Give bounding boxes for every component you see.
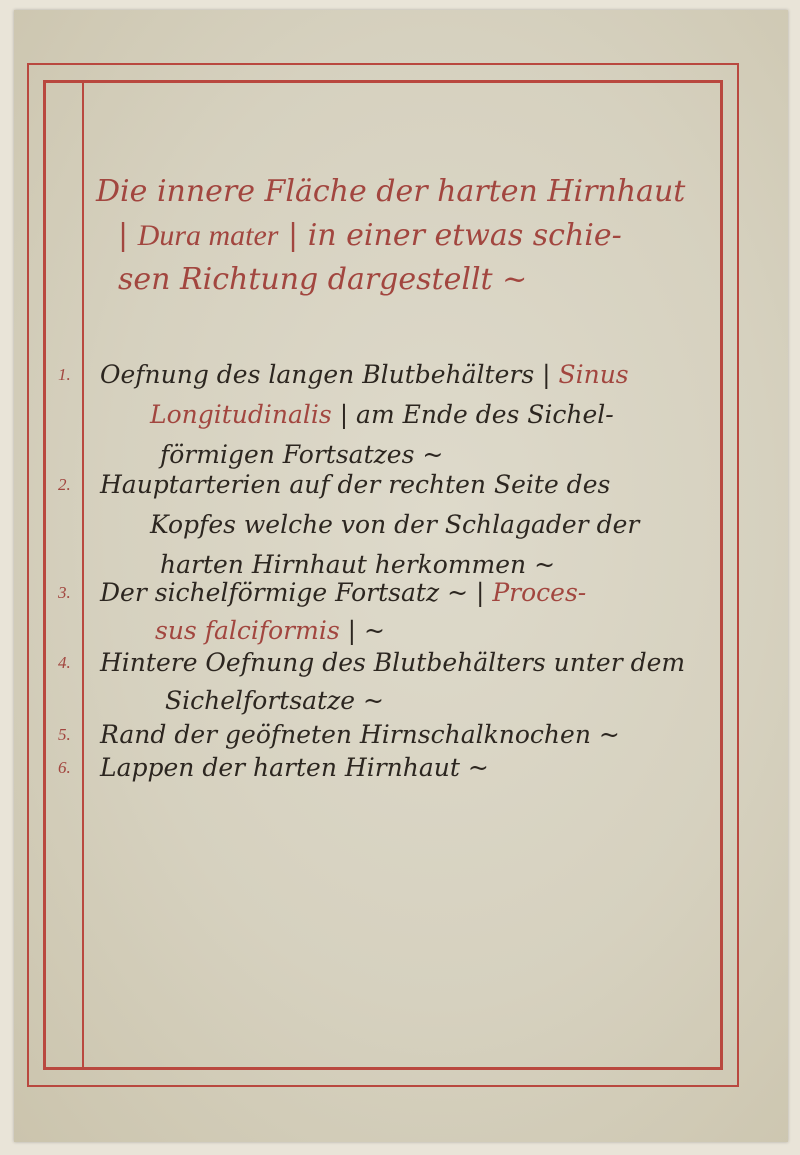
item-number: 6. — [58, 758, 71, 777]
item-text: Sichelfortsatze ~ — [165, 686, 384, 715]
item-text: Hintere Oefnung des Blutbehälters unter dem — [100, 648, 686, 677]
title-line-2 — [96, 214, 716, 258]
item-number: 5. — [58, 725, 71, 744]
item-text: Hauptarterien auf der rechten Seite des — [100, 470, 611, 499]
item-text: Kopfes welche von der Schlagader der — [150, 510, 640, 539]
title-latin-term: Dura mater — [137, 219, 279, 252]
item-latin: Longitudinalis — [150, 400, 332, 429]
item-number: 3. — [58, 583, 71, 602]
title-line-1: Die innere Fläche der harten Hirnhaut — [96, 174, 686, 209]
title-line-3: sen Richtung dargestellt ~ — [118, 262, 528, 297]
item-text: | ~ — [347, 616, 385, 645]
item-latin: sus falciformis — [155, 616, 340, 645]
page-title — [96, 170, 716, 302]
item-text: | am Ende des Sichel- — [339, 400, 614, 429]
item-latin: Proces- — [492, 578, 587, 607]
item-number: 4. — [58, 653, 71, 672]
item-text: Der sichelförmige Fortsatz ~ | — [100, 578, 485, 607]
item-text: Lappen der harten Hirnhaut ~ — [100, 753, 489, 782]
item-text: Rand der geöfneten Hirnschalknochen ~ — [100, 720, 620, 749]
item-latin: Sinus — [558, 360, 629, 389]
item-number: 1. — [58, 365, 71, 384]
item-text: Oefnung des langen Blutbehälters | — [100, 360, 551, 389]
item-number: 2. — [58, 475, 71, 494]
item-text: harten Hirnhaut herkommen ~ — [160, 550, 556, 579]
item-text: förmigen Fortsatzes ~ — [160, 440, 444, 469]
title-bracket-open: | — [118, 218, 129, 253]
title-line-2-rest: | in einer etwas schie- — [288, 218, 622, 253]
